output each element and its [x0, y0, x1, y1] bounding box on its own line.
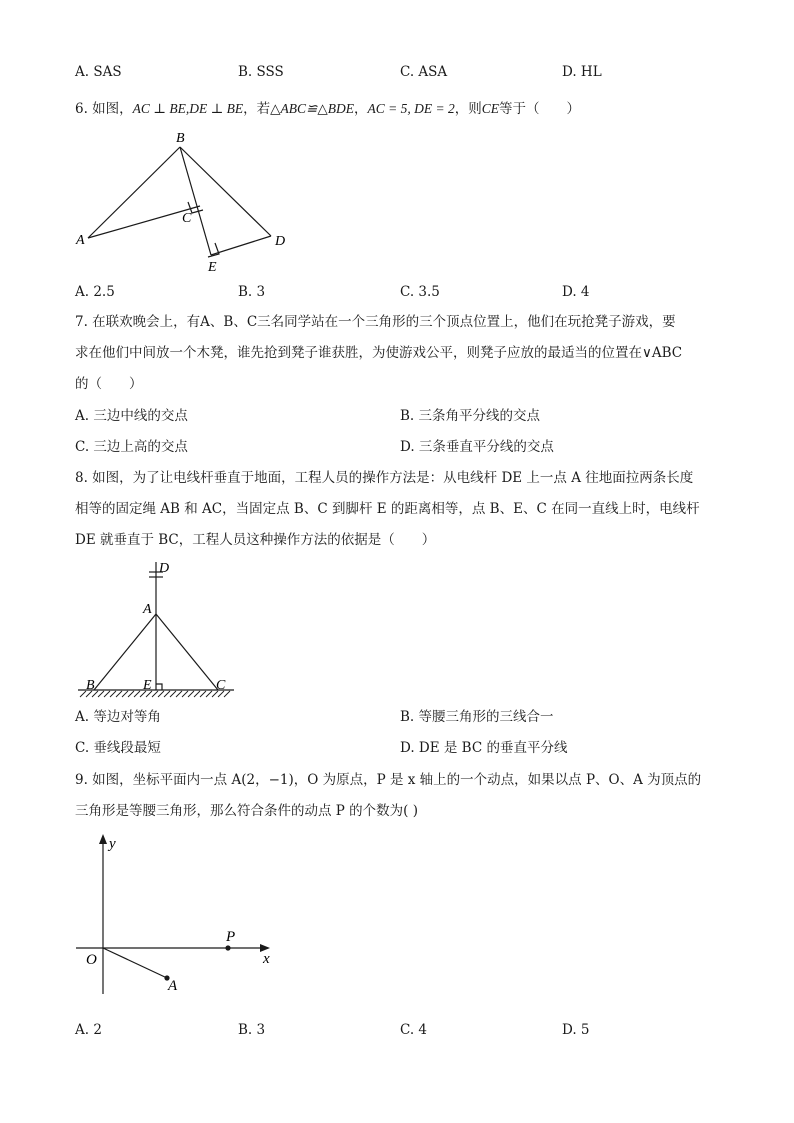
- point-p: [225, 945, 230, 950]
- q6-label-b: B: [176, 131, 185, 146]
- q9-line1: 9. 如图，坐标平面内一点 A(2，−1)，O 为原点，P 是 x 轴上的一个动点，如果以点 P、O、A 为顶点的: [75, 772, 702, 788]
- q8-line2: 相等的固定绳 AB 和 AC，当固定点 B、C 到脚杆 E 的距离相等，点 B、E、C 在同一直线上时，电线杆: [75, 501, 700, 517]
- q8-line3: DE 就垂直于 BC，工程人员这种操作方法的依据是（ ）: [75, 532, 436, 548]
- q9-label-o: O: [86, 952, 97, 968]
- q8-label-b: B: [86, 678, 95, 693]
- y-axis-arrow: [99, 834, 107, 844]
- q6-suffix: ，则: [454, 101, 482, 117]
- q6-label-d: D: [275, 234, 286, 249]
- q6-option-c: C. 3.5: [400, 284, 440, 300]
- q6-stem: [75, 100, 580, 118]
- q6-option-b: B. 3: [238, 284, 266, 300]
- q8-line1: 8. 如图，为了让电线杆垂直于地面，工程人员的操作方法是：从电线杆 DE 上一点 A 往地面拉两条长度: [75, 470, 694, 486]
- q6-label-c: C: [182, 211, 192, 226]
- q6-mid: ，若: [243, 101, 271, 117]
- q6-cond3: AC = 5, DE = 2: [367, 101, 455, 116]
- q8-label-c: C: [216, 678, 226, 693]
- q5-option-b: B. SSS: [238, 64, 284, 80]
- q8-option-a: A. 等边对等角: [75, 709, 161, 725]
- q6-cond1: AC ⊥ BE,DE ⊥ BE: [132, 101, 244, 116]
- q6-end: 等于（ ）: [498, 101, 580, 117]
- q9-label-p: P: [226, 929, 236, 945]
- q5-option-a: A. SAS: [75, 64, 122, 80]
- q9-option-c: C. 4: [400, 1022, 428, 1038]
- q7-line2: 求在他们中间放一个木凳，谁先抢到凳子谁获胜，为使游戏公平，则凳子应放的最适当的位置在∨ABC: [75, 345, 683, 361]
- q5-option-d: D. HL: [562, 64, 602, 80]
- ground-hatching: [80, 691, 230, 697]
- q6-option-a: A. 2.5: [75, 284, 115, 300]
- q7-option-d: D. 三条垂直平分线的交点: [400, 439, 554, 455]
- q9-option-b: B. 3: [238, 1022, 266, 1038]
- q6-prefix: 6. 如图，: [75, 101, 133, 117]
- q9-label-a: A: [168, 978, 178, 994]
- q7-line3: 的（ ）: [75, 376, 143, 392]
- q8-option-b: B. 等腰三角形的三线合一: [400, 709, 554, 725]
- q8-option-d: D. DE 是 BC 的垂直平分线: [400, 740, 568, 756]
- q6-option-d: D. 4: [562, 284, 590, 300]
- q6-label-a: A: [76, 233, 85, 248]
- q7-line1: 7. 在联欢晚会上，有A、B、C三名同学站在一个三角形的三个顶点位置上，他们在玩抢凳子游戏，要: [75, 314, 676, 330]
- q8-option-c: C. 垂线段最短: [75, 740, 161, 756]
- q6-ce: CE: [481, 101, 499, 116]
- q6-cond2: △ABC≌△BDE: [270, 101, 354, 116]
- q6-comma: ，: [354, 101, 368, 117]
- q7-option-b: B. 三条角平分线的交点: [400, 408, 541, 424]
- q5-option-c: C. ASA: [400, 64, 448, 80]
- q8-label-d: D: [159, 561, 170, 576]
- q7-option-c: C. 三边上高的交点: [75, 439, 188, 455]
- q9-option-a: A. 2: [75, 1022, 102, 1038]
- q9-option-d: D. 5: [562, 1022, 590, 1038]
- q6-figure: [70, 128, 300, 278]
- q8-figure: [70, 556, 250, 704]
- q9-line2: 三角形是等腰三角形，那么符合条件的动点 P 的个数为( ): [75, 803, 418, 819]
- q9-label-x: x: [263, 951, 270, 967]
- q9-label-y: y: [109, 836, 116, 852]
- q8-label-e: E: [143, 678, 152, 693]
- q6-label-e: E: [208, 260, 217, 275]
- q8-label-a: A: [143, 602, 152, 617]
- q7-option-a: A. 三边中线的交点: [75, 408, 188, 424]
- q9-figure: [70, 832, 290, 1002]
